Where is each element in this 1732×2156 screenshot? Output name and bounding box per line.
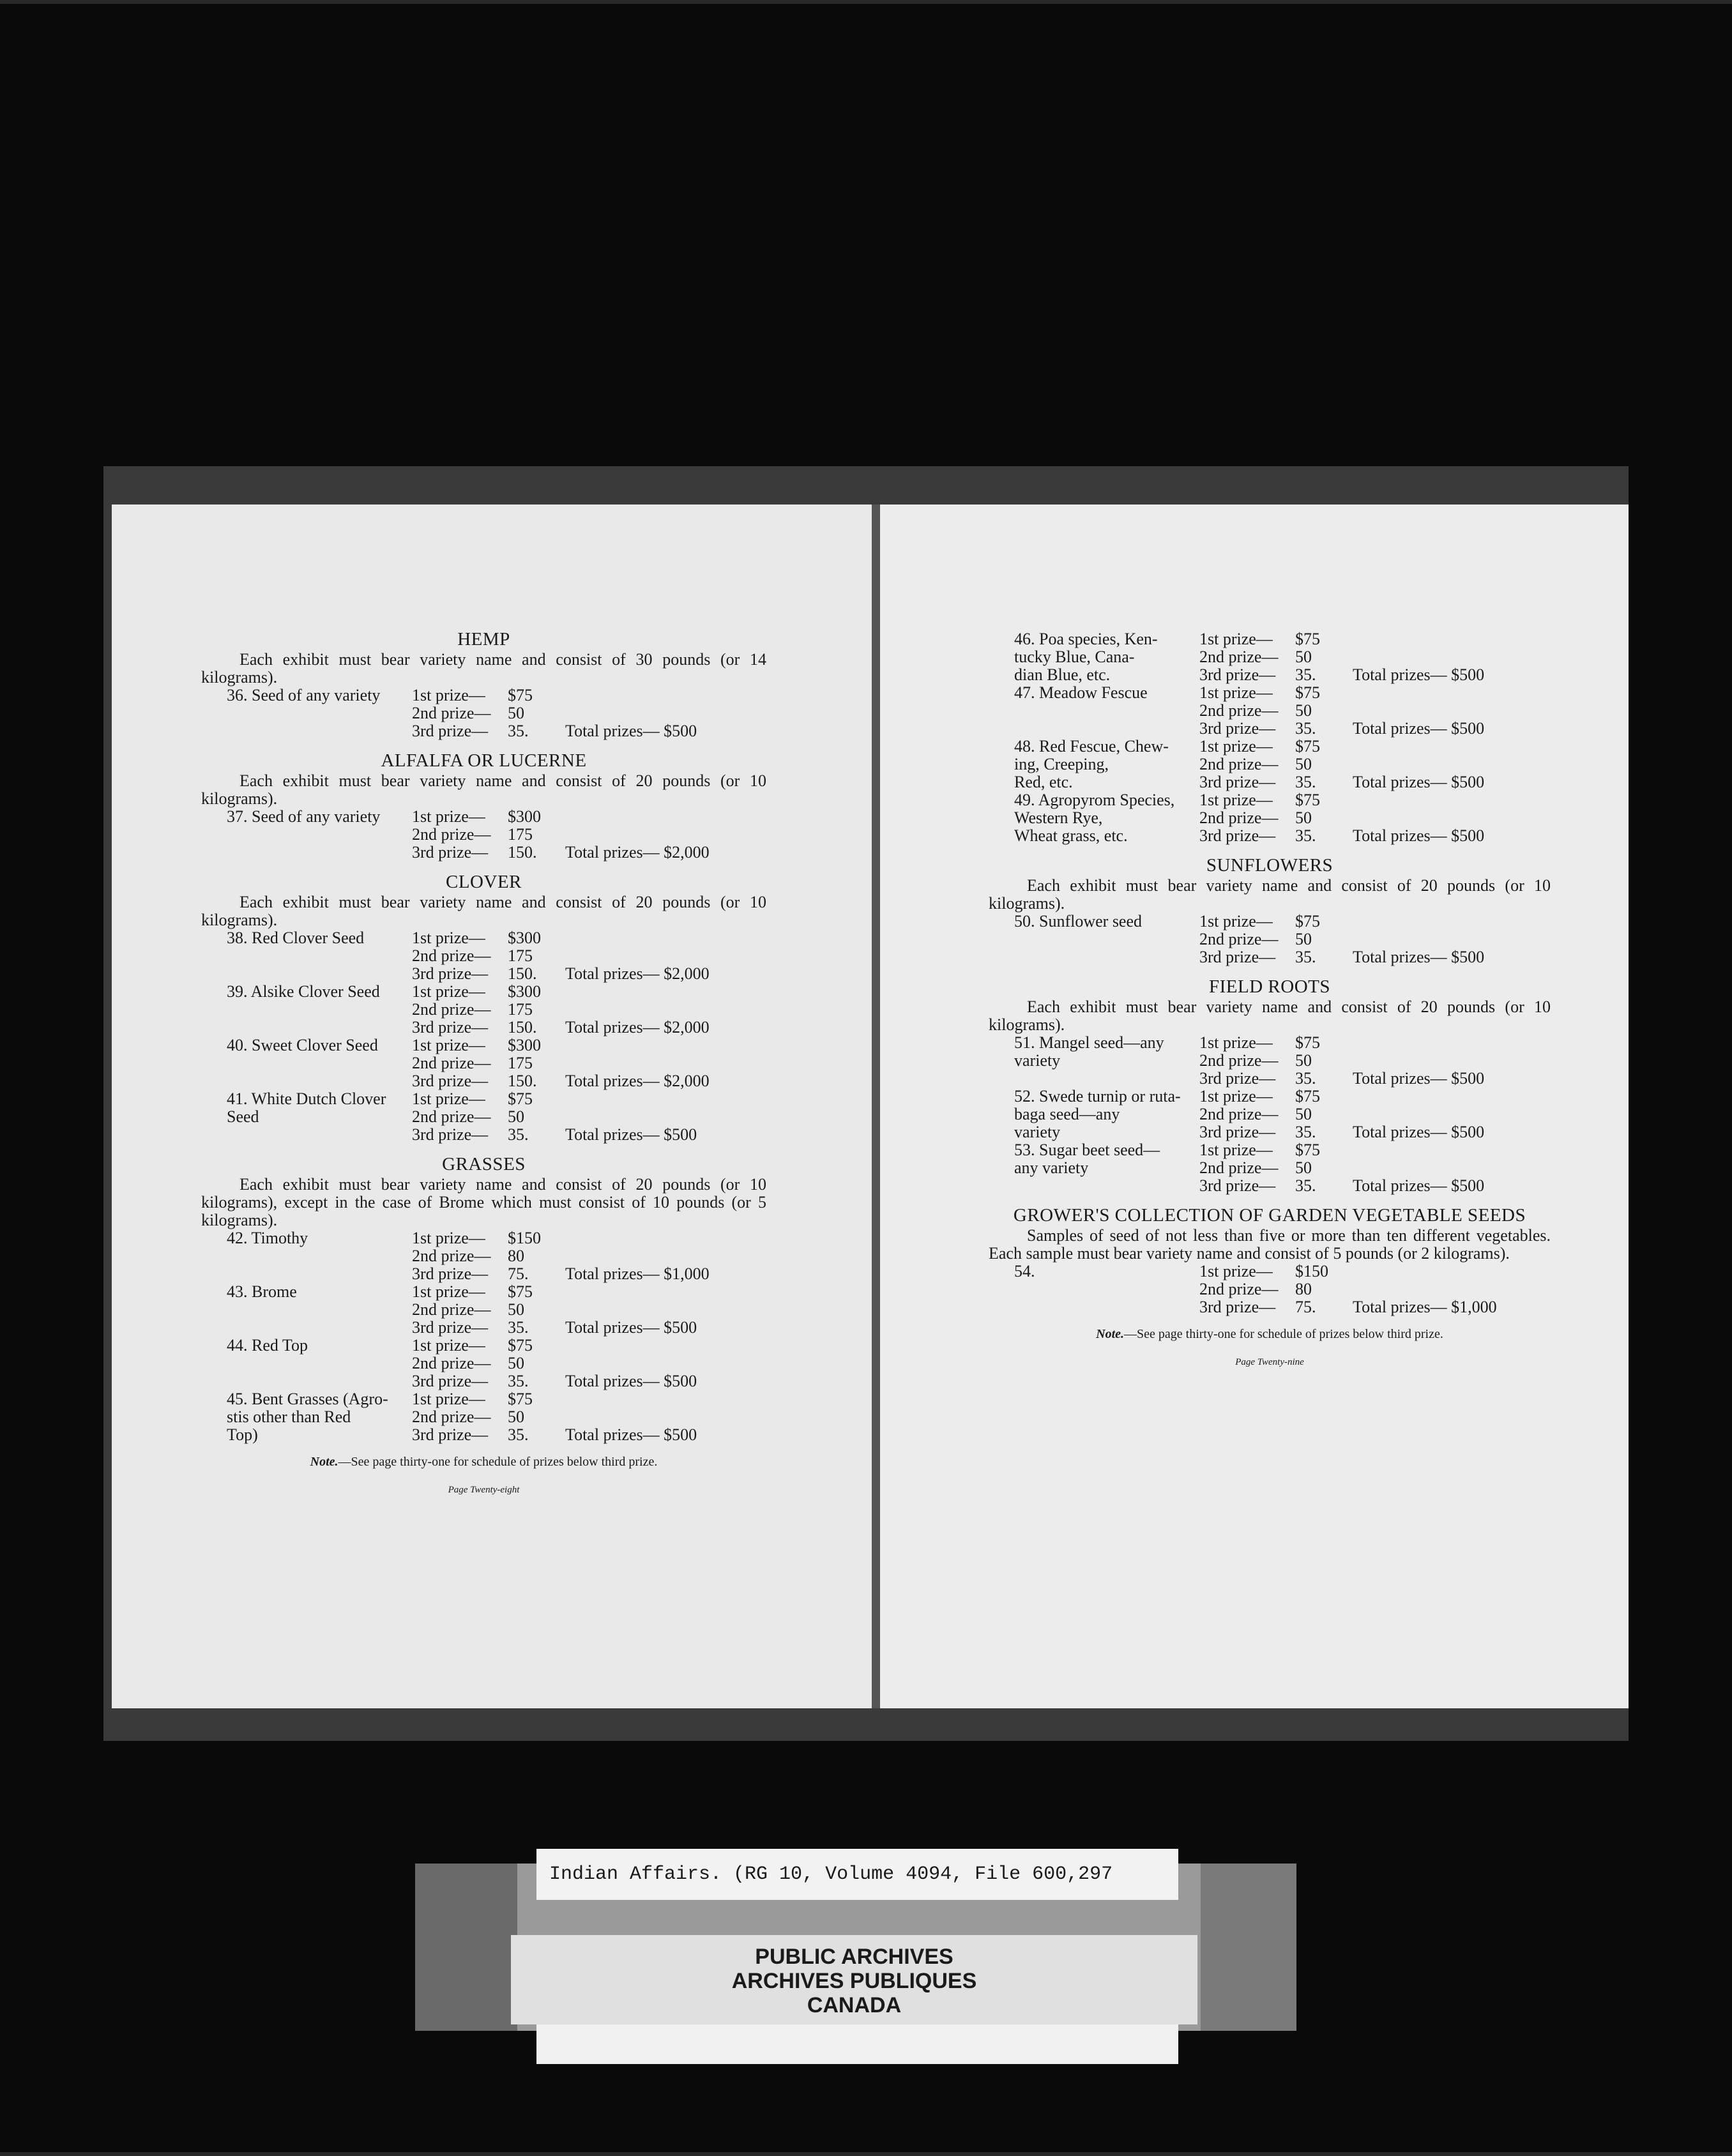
prize-amount: $300	[508, 1036, 541, 1054]
prize-entry	[201, 687, 766, 740]
prize-amount: 80	[1295, 1280, 1312, 1298]
prize-total	[565, 1054, 766, 1072]
prize-rank: 2nd prize—	[412, 1300, 491, 1319]
prize-rank: 1st prize—	[1199, 630, 1273, 648]
prize-amount: 150.	[508, 1018, 537, 1036]
prize-amount: 35.	[1295, 826, 1316, 845]
entry-label: 53. Sugar beet seed—	[1014, 1141, 1160, 1159]
prize-rank: 3rd prize—	[412, 1318, 489, 1337]
prize-total: Total prizes— $500	[565, 1125, 697, 1144]
prize-total: Total prizes— $500	[1353, 719, 1485, 738]
entry-label: Red, etc.	[1014, 773, 1073, 791]
section-title: GRASSES	[442, 1154, 526, 1174]
section-description: Each exhibit must bear variety name and consist of 20 pounds (or 10 kilograms).	[989, 998, 1551, 1034]
prize-rank: 2nd prize—	[1199, 701, 1279, 720]
prize-amount: 175	[508, 946, 533, 965]
prize-amount: 50	[1295, 701, 1312, 720]
prize-amount: $75	[1295, 737, 1320, 755]
archive-stamp-line-1: PUBLIC ARCHIVES	[755, 1945, 953, 1969]
entry-label: 43. Brome	[227, 1283, 297, 1301]
entry-label	[989, 1070, 1199, 1088]
section-description: Each exhibit must bear variety name and consist of 20 pounds (or 10 kilograms).	[989, 876, 1551, 913]
page-note-text: —See page thirty-one for schedule of prizes below third prize.	[338, 1455, 658, 1469]
prize-total	[1353, 1088, 1551, 1105]
page-folio: Page Twenty-eight	[448, 1485, 520, 1495]
prize-amount: 50	[1295, 808, 1312, 827]
prize-entry	[201, 808, 766, 862]
entry-label	[201, 1126, 412, 1144]
prize-rank: 2nd prize—	[1199, 808, 1279, 827]
entry-label	[201, 947, 412, 965]
prize-total	[565, 1247, 766, 1265]
entry-label: 37. Seed of any variety	[227, 808, 381, 826]
section-title: SUNFLOWERS	[1206, 855, 1333, 876]
prize-total	[1353, 930, 1551, 948]
prize-amount: 35.	[508, 1125, 529, 1144]
prize-rank: 1st prize—	[412, 1229, 485, 1247]
prize-amount: 50	[508, 1300, 524, 1319]
prize-amount: $75	[508, 1282, 533, 1301]
prize-rank: 1st prize—	[1199, 1141, 1273, 1159]
prize-total: Total prizes— $500	[565, 1372, 697, 1390]
section-description: Samples of seed of not less than five or more than ten different vegetables. Each sample must bear variety name and consist of 5 pounds (or 2 kilograms).	[989, 1226, 1551, 1263]
entry-label	[201, 1319, 412, 1337]
prize-total: Total prizes— $2,000	[565, 1018, 710, 1036]
page-note-label: Note.	[310, 1455, 338, 1469]
archive-stamp-line-2: ARCHIVES PUBLIQUES	[731, 1969, 977, 1993]
prize-rank: 1st prize—	[412, 929, 485, 947]
prize-amount: 80	[508, 1247, 524, 1265]
prize-entry	[989, 791, 1551, 845]
prize-rank: 3rd prize—	[412, 1018, 489, 1036]
prize-amount: 35.	[1295, 773, 1316, 791]
archive-stamp-line-3: CANADA	[807, 1993, 902, 2017]
entry-label	[201, 965, 412, 983]
prize-total: Total prizes— $500	[565, 1425, 697, 1444]
prize-amount: $75	[1295, 630, 1320, 648]
entry-label	[989, 948, 1199, 966]
prize-total	[565, 1408, 766, 1426]
entry-label: 40. Sweet Clover Seed	[227, 1036, 378, 1054]
prize-rank: 2nd prize—	[412, 946, 491, 965]
prize-amount: 150.	[508, 1072, 537, 1090]
archive-bottom-strip	[536, 2024, 1178, 2064]
prize-amount: 75.	[1295, 1298, 1316, 1316]
prize-amount: 35.	[1295, 665, 1316, 684]
prize-rank: 3rd prize—	[1199, 1176, 1276, 1195]
prize-amount: $75	[1295, 1087, 1320, 1105]
prize-rank: 1st prize—	[412, 982, 485, 1001]
entry-label: 36. Seed of any variety	[227, 687, 381, 704]
prize-rank: 3rd prize—	[1199, 1123, 1276, 1141]
prize-total: Total prizes— $500	[565, 1318, 697, 1337]
prize-amount: 35.	[508, 1372, 529, 1390]
book-gutter	[872, 505, 880, 1708]
prize-rank: 1st prize—	[1199, 1262, 1273, 1280]
entry-label: variety	[1014, 1123, 1061, 1141]
prize-amount: 50	[1295, 755, 1312, 773]
prize-rank: 2nd prize—	[1199, 1158, 1279, 1177]
public-archives-stamp	[511, 1935, 1197, 2024]
prize-total	[565, 1337, 766, 1355]
prize-amount: 35.	[508, 722, 529, 740]
entry-label: 49. Agropyrom Species,	[1014, 791, 1175, 809]
prize-amount: $75	[508, 1089, 533, 1108]
entry-label: 54.	[1014, 1263, 1035, 1280]
entry-label	[201, 826, 412, 844]
prize-rank: 2nd prize—	[1199, 930, 1279, 948]
page-note-label: Note.	[1096, 1327, 1125, 1341]
prize-amount: 50	[508, 1354, 524, 1372]
prize-rank: 3rd prize—	[412, 1125, 489, 1144]
prize-total: Total prizes— $2,000	[565, 843, 710, 862]
prize-amount: 50	[1295, 930, 1312, 948]
prize-total: Total prizes— $500	[1353, 826, 1485, 845]
page-note-text: —See page thirty-one for schedule of prizes below third prize.	[1124, 1327, 1443, 1341]
page-folio: Page Twenty-nine	[1235, 1357, 1304, 1367]
prize-total	[565, 1001, 766, 1019]
entry-label	[201, 1301, 412, 1319]
prize-amount: $75	[508, 686, 533, 704]
entry-label: 41. White Dutch Clover	[227, 1090, 386, 1108]
prize-amount: $75	[1295, 912, 1320, 930]
entry-label	[201, 1355, 412, 1372]
prize-entry	[989, 913, 1551, 966]
prize-rank: 2nd prize—	[412, 1247, 491, 1265]
prize-amount: 150.	[508, 843, 537, 862]
entry-label	[989, 1280, 1199, 1298]
prize-rank: 2nd prize—	[412, 704, 491, 722]
prize-total	[565, 983, 766, 1001]
prize-amount: $75	[1295, 683, 1320, 702]
prize-total	[1353, 648, 1551, 666]
prize-rank: 1st prize—	[412, 1336, 485, 1355]
prize-rank: 3rd prize—	[412, 1425, 489, 1444]
prize-amount: 175	[508, 1000, 533, 1019]
prize-amount: 150.	[508, 964, 537, 983]
entry-label: 48. Red Fescue, Chew-	[1014, 738, 1169, 755]
entry-label	[201, 1372, 412, 1390]
prize-total	[565, 1036, 766, 1054]
prize-rank: 1st prize—	[1199, 1033, 1273, 1052]
archive-stamp-left-edge	[415, 1864, 517, 2031]
entry-label: 47. Meadow Fescue	[1014, 684, 1148, 702]
prize-amount: $75	[1295, 1141, 1320, 1159]
prize-rank: 2nd prize—	[1199, 1105, 1279, 1123]
prize-amount: 50	[1295, 1158, 1312, 1177]
prize-total	[565, 1301, 766, 1319]
prize-rank: 1st prize—	[1199, 683, 1273, 702]
prize-total: Total prizes— $500	[1353, 1069, 1485, 1088]
prize-entry	[989, 1263, 1551, 1316]
prize-rank: 3rd prize—	[1199, 773, 1276, 791]
prize-amount: $75	[1295, 791, 1320, 809]
prize-rank: 1st prize—	[1199, 1087, 1273, 1105]
prize-amount: $75	[508, 1336, 533, 1355]
section-title: CLOVER	[446, 872, 522, 892]
prize-rank: 3rd prize—	[412, 1072, 489, 1090]
entry-label: stis other than Red	[227, 1408, 351, 1426]
entry-label	[201, 1247, 412, 1265]
entry-label	[201, 722, 412, 740]
prize-total	[1353, 1263, 1551, 1280]
prize-rank: 2nd prize—	[1199, 648, 1279, 666]
prize-rank: 2nd prize—	[412, 1000, 491, 1019]
prize-entry	[989, 1034, 1551, 1088]
entry-label	[201, 704, 412, 722]
prize-entry	[201, 1337, 766, 1390]
prize-rank: 2nd prize—	[412, 1054, 491, 1072]
entry-label	[201, 1072, 412, 1090]
entry-label	[989, 1298, 1199, 1316]
prize-rank: 3rd prize—	[1199, 665, 1276, 684]
film-edge-top	[0, 0, 1732, 4]
prize-total	[1353, 630, 1551, 648]
prize-rank: 1st prize—	[1199, 791, 1273, 809]
prize-rank: 1st prize—	[412, 1390, 485, 1408]
prize-amount: 50	[508, 704, 524, 722]
section-title: GROWER'S COLLECTION OF GARDEN VEGETABLE SEEDS	[1013, 1205, 1526, 1226]
prize-amount: 75.	[508, 1264, 529, 1283]
entry-label	[989, 720, 1199, 738]
prize-rank: 2nd prize—	[412, 1107, 491, 1126]
prize-rank: 2nd prize—	[412, 825, 491, 844]
film-edge-bottom	[0, 2152, 1732, 2156]
prize-amount: 175	[508, 1054, 533, 1072]
prize-entry	[989, 1088, 1551, 1141]
prize-total	[565, 687, 766, 704]
prize-rank: 3rd prize—	[412, 1264, 489, 1283]
entry-label: Top)	[227, 1426, 258, 1444]
prize-rank: 3rd prize—	[1199, 826, 1276, 845]
prize-total	[1353, 755, 1551, 773]
prize-total	[1353, 702, 1551, 720]
section-title: HEMP	[457, 629, 510, 649]
prize-rank: 2nd prize—	[1199, 1280, 1279, 1298]
entry-label: 45. Bent Grasses (Agro-	[227, 1390, 388, 1408]
prize-total	[1353, 1034, 1551, 1052]
prize-rank: 1st prize—	[412, 686, 485, 704]
prize-entry	[989, 684, 1551, 738]
prize-total	[1353, 684, 1551, 702]
prize-rank: 1st prize—	[412, 1036, 485, 1054]
prize-entry	[989, 630, 1551, 684]
prize-total	[565, 1108, 766, 1126]
entry-label: ing, Creeping,	[1014, 755, 1109, 773]
prize-amount: 50	[1295, 1051, 1312, 1070]
entry-label	[201, 844, 412, 862]
entry-label: 46. Poa species, Ken-	[1014, 630, 1158, 648]
prize-rank: 3rd prize—	[1199, 1069, 1276, 1088]
entry-label: 38. Red Clover Seed	[227, 929, 365, 947]
entry-label	[989, 702, 1199, 720]
prize-entry	[201, 1229, 766, 1283]
prize-amount: 50	[508, 1408, 524, 1426]
prize-total	[1353, 1159, 1551, 1177]
prize-amount: $150	[1295, 1262, 1328, 1280]
prize-total	[1353, 1141, 1551, 1159]
prize-amount: 50	[1295, 1105, 1312, 1123]
prize-total	[1353, 809, 1551, 827]
prize-amount: 35.	[1295, 719, 1316, 738]
prize-amount: $75	[1295, 1033, 1320, 1052]
entry-label	[201, 1265, 412, 1283]
prize-rank: 3rd prize—	[1199, 948, 1276, 966]
prize-rank: 3rd prize—	[412, 722, 489, 740]
page-note	[201, 1453, 766, 1471]
prize-total	[1353, 1280, 1551, 1298]
prize-total	[565, 1355, 766, 1372]
prize-rank: 1st prize—	[412, 1282, 485, 1301]
entry-label	[201, 1019, 412, 1036]
prize-rank: 1st prize—	[1199, 912, 1273, 930]
prize-amount: 35.	[1295, 948, 1316, 966]
prize-rank: 2nd prize—	[1199, 1051, 1279, 1070]
prize-rank: 1st prize—	[1199, 737, 1273, 755]
prize-entry	[201, 1036, 766, 1090]
entry-label: any variety	[1014, 1159, 1089, 1177]
prize-total	[565, 808, 766, 826]
section-description: Each exhibit must bear variety name and consist of 20 pounds (or 10 kilograms).	[201, 893, 766, 929]
prize-total	[565, 929, 766, 947]
prize-rank: 2nd prize—	[412, 1354, 491, 1372]
prize-amount: 35.	[1295, 1176, 1316, 1195]
prize-rank: 3rd prize—	[412, 843, 489, 862]
entry-label	[989, 930, 1199, 948]
entry-label: tucky Blue, Cana-	[1014, 648, 1135, 666]
entry-label	[201, 1001, 412, 1019]
page-note	[989, 1325, 1551, 1343]
section-description: Each exhibit must bear variety name and consist of 30 pounds (or 14 kilograms).	[201, 650, 766, 687]
prize-total	[1353, 1052, 1551, 1070]
prize-total: Total prizes— $500	[565, 722, 697, 740]
prize-amount: $150	[508, 1229, 541, 1247]
prize-total	[565, 1390, 766, 1408]
prize-amount: $300	[508, 929, 541, 947]
prize-entry	[201, 1090, 766, 1144]
entry-label: Seed	[227, 1108, 259, 1126]
prize-amount: 50	[1295, 648, 1312, 666]
prize-total: Total prizes— $500	[1353, 773, 1485, 791]
prize-total: Total prizes— $2,000	[565, 1072, 710, 1090]
prize-amount: 35.	[508, 1425, 529, 1444]
prize-amount: $75	[508, 1390, 533, 1408]
section-title: ALFALFA OR LUCERNE	[381, 750, 587, 771]
prize-rank: 3rd prize—	[412, 964, 489, 983]
section-title: FIELD ROOTS	[1209, 976, 1330, 997]
prize-total: Total prizes— $500	[1353, 665, 1485, 684]
prize-total: Total prizes— $500	[1353, 948, 1485, 966]
prize-total	[1353, 738, 1551, 755]
section-description: Each exhibit must bear variety name and consist of 20 pounds (or 10 kilograms), except in the case of Brome which must consist of 10 pounds (or 5 kilograms).	[201, 1175, 766, 1229]
prize-amount: 35.	[1295, 1069, 1316, 1088]
prize-entry	[989, 1141, 1551, 1195]
prize-amount: $300	[508, 807, 541, 826]
entry-label: variety	[1014, 1052, 1061, 1070]
entry-label: baga seed—any	[1014, 1105, 1120, 1123]
entry-label: 42. Timothy	[227, 1229, 308, 1247]
prize-entry	[201, 1283, 766, 1337]
section-description: Each exhibit must bear variety name and consist of 20 pounds (or 10 kilograms).	[201, 771, 766, 808]
prize-total	[565, 704, 766, 722]
prize-total	[1353, 791, 1551, 809]
prize-total	[565, 1090, 766, 1108]
prize-amount: 50	[508, 1107, 524, 1126]
entry-label	[989, 1177, 1199, 1195]
entry-label: 52. Swede turnip or ruta-	[1014, 1088, 1181, 1105]
prize-total	[1353, 1105, 1551, 1123]
right-page-content	[989, 630, 1551, 1371]
prize-rank: 3rd prize—	[1199, 719, 1276, 738]
prize-total	[1353, 913, 1551, 930]
prize-amount: 35.	[1295, 1123, 1316, 1141]
prize-total	[565, 947, 766, 965]
entry-label: 44. Red Top	[227, 1337, 308, 1355]
prize-entry	[201, 929, 766, 983]
prize-amount: 175	[508, 825, 533, 844]
archive-reference-label: Indian Affairs. (RG 10, Volume 4094, File 600,297	[536, 1849, 1178, 1900]
left-page-content	[201, 630, 766, 1499]
prize-total	[565, 826, 766, 844]
prize-total: Total prizes— $500	[1353, 1123, 1485, 1141]
prize-rank: 2nd prize—	[412, 1408, 491, 1426]
prize-total: Total prizes— $1,000	[1353, 1298, 1497, 1316]
entry-label: 51. Mangel seed—any	[1014, 1034, 1164, 1052]
prize-amount: 35.	[508, 1318, 529, 1337]
prize-total: Total prizes— $500	[1353, 1176, 1485, 1195]
prize-rank: 1st prize—	[412, 807, 485, 826]
entry-label	[201, 1054, 412, 1072]
prize-entry	[201, 983, 766, 1036]
prize-entry	[989, 738, 1551, 791]
prize-entry	[201, 1390, 766, 1444]
entry-label: Wheat grass, etc.	[1014, 827, 1128, 845]
entry-label: 50. Sunflower seed	[1014, 913, 1143, 930]
prize-rank: 1st prize—	[412, 1089, 485, 1108]
prize-total: Total prizes— $2,000	[565, 964, 710, 983]
prize-total: Total prizes— $1,000	[565, 1264, 710, 1283]
prize-total	[565, 1229, 766, 1247]
prize-rank: 3rd prize—	[412, 1372, 489, 1390]
entry-label: 39. Alsike Clover Seed	[227, 983, 380, 1001]
prize-total	[565, 1283, 766, 1301]
archive-stamp-right-edge	[1201, 1864, 1296, 2031]
entry-label: Western Rye,	[1014, 809, 1103, 827]
prize-rank: 2nd prize—	[1199, 755, 1279, 773]
entry-label: dian Blue, etc.	[1014, 666, 1111, 684]
prize-amount: $300	[508, 982, 541, 1001]
prize-rank: 3rd prize—	[1199, 1298, 1276, 1316]
